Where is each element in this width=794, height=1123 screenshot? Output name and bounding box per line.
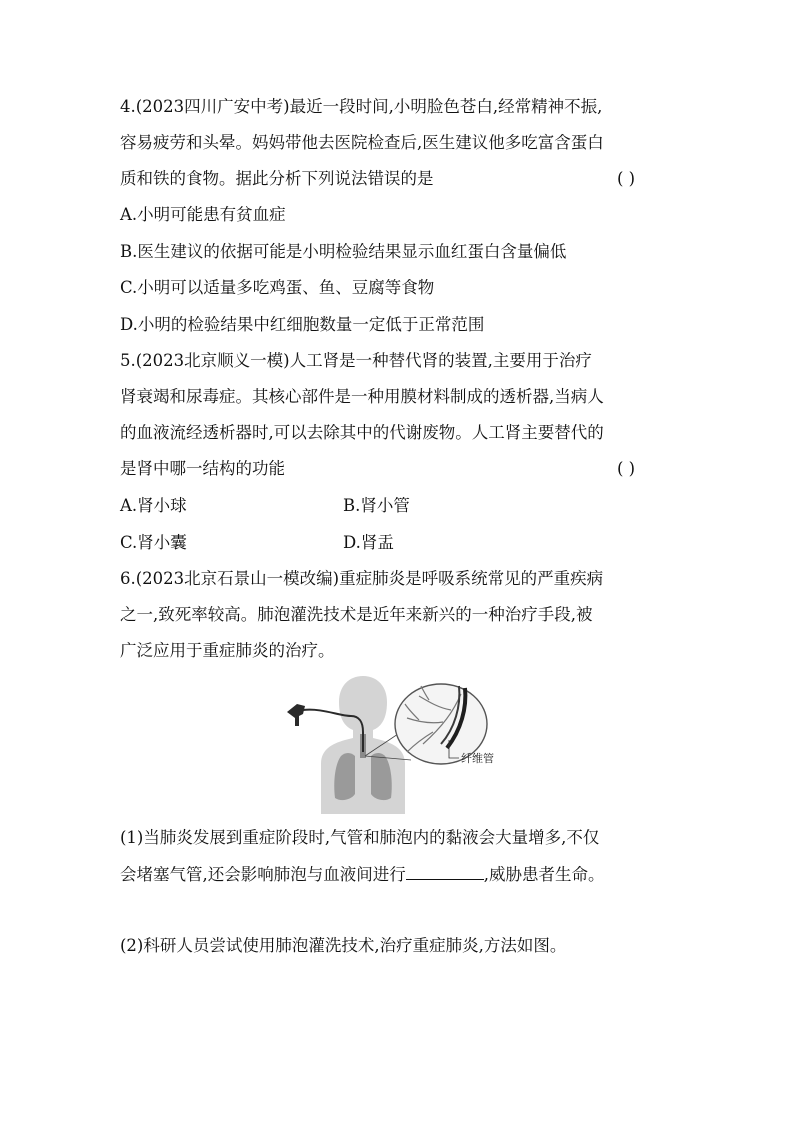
q6-sub1-text-before-blank: 会堵塞气管,还会影响肺泡与血液间进行 [120,865,406,884]
q5-stem-line-1: 5.(2023北京顺义一模)人工肾是一种替代肾的装置,主要用于治疗 [120,351,592,370]
q5-answer-paren: ( ) [617,459,636,478]
q6-sub1-line-2 [120,862,605,887]
q5-stem-line-4: 是肾中哪一结构的功能 [120,459,285,478]
q4-stem-line-1: 4.(2023四川广安中考)最近一段时间,小明脸色苍白,经常精神不振, [120,97,603,116]
q4-option-d: D.小明的检验结果中红细胞数量一定低于正常范围 [120,315,485,334]
q6-stem-line-1: 6.(2023北京石景山一模改编)重症肺炎是呼吸系统常见的严重疾病 [120,569,604,588]
q5-option-b: B.肾小管 [343,496,410,515]
q5-option-d: D.肾盂 [343,533,394,552]
answer-blank[interactable] [406,862,484,880]
q6-stem-line-2: 之一,致死率较高。肺泡灌洗技术是近年来新兴的一种治疗手段,被 [120,605,593,624]
q5-stem-line-2: 肾衰竭和尿毒症。其核心部件是一种用膜材料制成的透析器,当病人 [120,387,604,406]
q4-stem-line-2: 容易疲劳和头晕。妈妈带他去医院检查后,医生建议他多吃富含蛋白 [120,133,604,152]
q6-stem-line-3: 广泛应用于重症肺炎的治疗。 [120,641,335,660]
q4-answer-paren: ( ) [617,169,636,188]
q4-option-a: A.小明可能患有贫血症 [120,205,286,224]
q6-sub2: (2)科研人员尝试使用肺泡灌洗技术,治疗重症肺炎,方法如图。 [120,936,567,955]
lung-lavage-figure [283,672,509,814]
q4-option-b: B.医生建议的依据可能是小明检验结果显示血红蛋白含量偏低 [120,242,567,261]
q5-stem-line-3: 的血液流经透析器时,可以去除其中的代谢废物。人工肾主要替代的 [120,423,604,442]
q6-sub1-text-after-blank: ,威胁患者生命。 [483,865,605,884]
q4-option-c: C.小明可以适量多吃鸡蛋、鱼、豆腐等食物 [120,278,435,297]
q4-stem-line-3: 质和铁的食物。据此分析下列说法错误的是 [120,169,434,188]
q5-option-a: A.肾小球 [120,496,187,515]
q6-sub1-line-1: (1)当肺炎发展到重症阶段时,气管和肺泡内的黏液会大量增多,不仅 [120,828,600,847]
q5-option-c: C.肾小囊 [120,533,187,552]
lung-lavage-illustration [283,672,509,814]
figure-label-fiber-tube: 纤维管 [461,752,494,765]
